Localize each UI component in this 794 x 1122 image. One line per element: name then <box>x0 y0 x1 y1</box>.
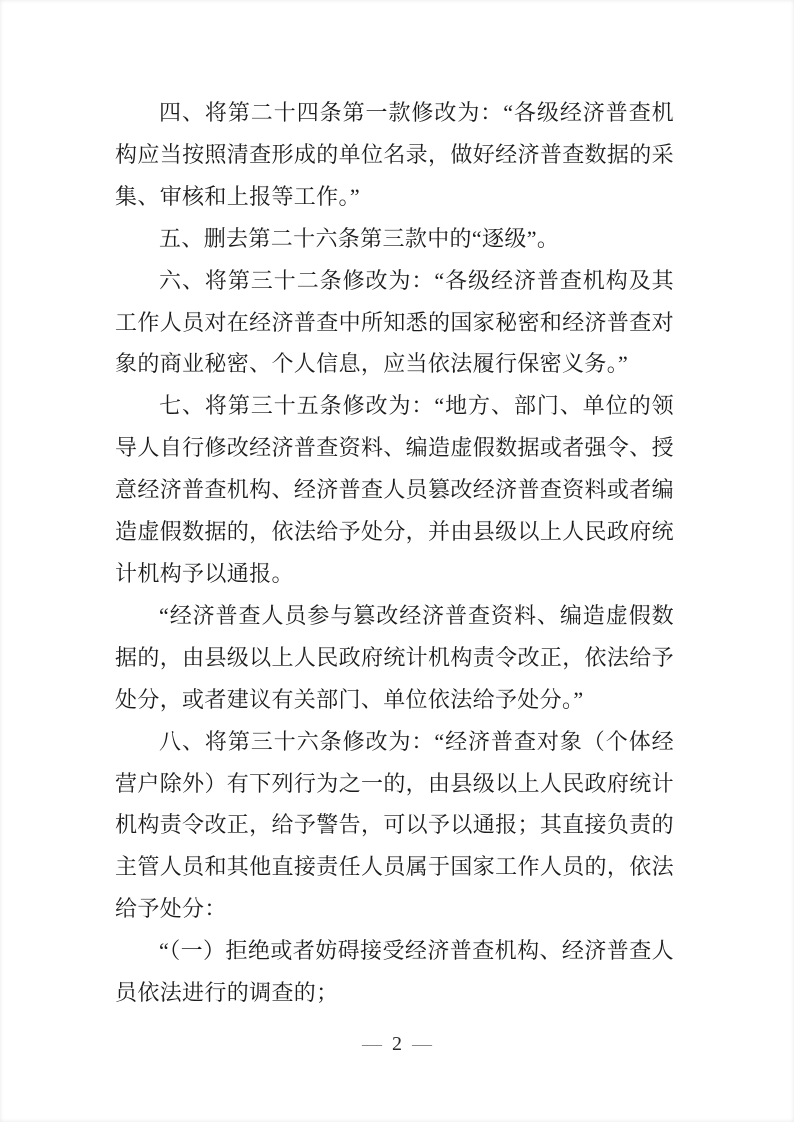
document-body <box>115 92 674 1014</box>
page-footer <box>0 1029 794 1059</box>
footer-dash-right: — <box>412 1033 432 1055</box>
paragraph-item-8-clause-1: “（一）拒绝或者妨碍接受经济普查机构、经济普查人员依法进行的调查的； <box>115 938 674 1006</box>
paragraph-item-8: 八、将第三十六条修改为：“经济普查对象（个体经营户除外）有下列行为之一的，由县级以上人民政府统计机构责令改正，给予警告，可以予以通报；其直接负责的主管人员和其他直接责任人员属于国家工作人员的，依法给予处分： <box>115 728 674 922</box>
page-number: 2 <box>392 1033 402 1055</box>
paragraph-item-7: 七、将第三十五条修改为：“地方、部门、单位的领导人自行修改经济普查资料、编造虚假数据或者强令、授意经济普查机构、经济普查人员篡改经济普查资料或者编造虚假数据的，依法给予处分，并由县级以上人民政府统计机构予以通报。 <box>115 393 674 586</box>
paragraph-item-7b: “经济普查人员参与篡改经济普查资料、编造虚假数据的，由县级以上人民政府统计机构责令改正，依法给予处分，或者建议有关部门、单位依法给予处分。” <box>115 602 674 712</box>
paragraph-item-4: 四、将第二十四条第一款修改为：“各级经济普查机构应当按照清查形成的单位名录，做好经济普查数据的采集、审核和上报等工作。” <box>115 100 674 209</box>
paragraph-item-5: 五、删去第二十六条第三款中的“逐级”。 <box>159 225 560 251</box>
paragraph-item-6: 六、将第三十二条修改为：“各级经济普查机构及其工作人员对在经济普查中所知悉的国家秘密和经济普查对象的商业秘密、个人信息，应当依法履行保密义务。” <box>115 267 674 377</box>
footer-dash-left: — <box>362 1033 382 1055</box>
